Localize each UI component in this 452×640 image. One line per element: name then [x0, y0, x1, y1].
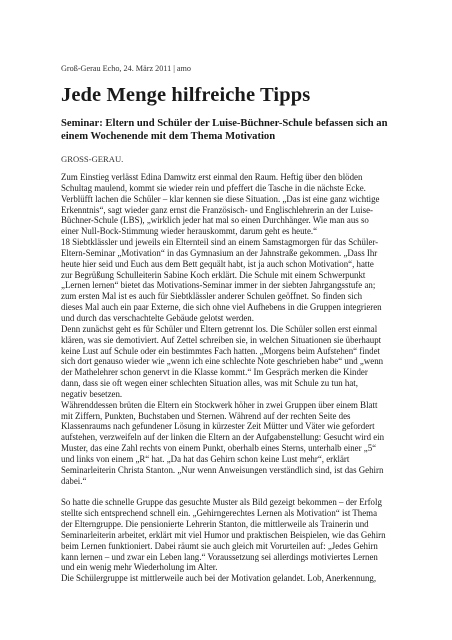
paragraph-gap — [61, 486, 433, 497]
body-line: Verblüfft lachen die Schüler – klar kennen sie diese Situation. „Das ist eine ganz wichtige — [61, 193, 380, 204]
body-line: So hatte die schnelle Gruppe das gesuchte Muster als Bild gezeigt bekommen – der Erfolg — [61, 497, 382, 508]
body-line: und links von einem „R“ hat. „Da hat das Gehirn schon keine Lust mehr“, erklärt — [61, 453, 350, 464]
body-line: zur Begrüßung Schulleiterin Sabine Koch erklärt. Die Schule mit einem Schwerpunkt — [61, 269, 366, 280]
body-line: aufstehen, verzweifeln auf der linken die Eltern an der Aufgabenstellung: Gesucht wird ein — [61, 432, 385, 443]
body-line: beim Lernen funktioniert. Dabei räumt sie auch gleich mit Vorurteilen auf: „Jedes Gehirn — [61, 540, 378, 551]
body-line: negativ besetzen. — [61, 388, 123, 399]
paragraph-2 — [61, 497, 433, 584]
body-line: keine Lust auf Schule oder ein bestimmtes Fach hatten. „Morgens beim Aufstehen“ findet — [61, 345, 381, 356]
body-line: Zum Einstieg verlässt Edina Damwitz erst einmal den Raum. Heftig über den blöden — [61, 172, 363, 182]
body-line: Eltern-Seminar „Motivation“ in das Gymnasium an der Jahnstraße gekommen. „Dass Ihr — [61, 247, 378, 258]
body-line: einer Null-Bock-Stimmung wieder herauskommt, darum geht es heute.“ — [61, 226, 318, 237]
body-line: Erkenntnis“, sagt wieder ganz ernst die Französisch- und Englischlehrerin an der Luise- — [61, 204, 374, 215]
body-line: Seminarleiterin Christa Stanton. „Nur wenn Anweisungen verständlich sind, ist das Gehirn — [61, 464, 384, 475]
subhead-line: Seminar: Eltern und Schüler der Luise-Büchner-Schule befassen sich an — [61, 118, 388, 129]
body-line: stellte sich entsprechend schnell ein. „Gehirngerechtes Lernen als Motivation“ ist Thema — [61, 508, 378, 519]
paragraph-1 — [61, 172, 433, 486]
body-line: dann, dass sie oft wegen einer schlechten Situation alles, was mit Schule zu tun hat, — [61, 378, 358, 389]
article-body — [61, 172, 433, 584]
body-line: 18 Siebtklässler und jeweils ein Elternteil sind an einem Samstagmorgen für das Schüler- — [61, 237, 379, 248]
headline: Jede Menge hilfreiche Tipps — [61, 84, 311, 106]
body-line: Schultag maulend, kommt sie wieder rein und pfeffert die Tasche in die nächste Ecke. — [61, 182, 366, 193]
body-line: Muster, das eine Zahl rechts von einem Punkt, oberhalb eines Sterns, unterhalb einer „5“ — [61, 443, 377, 454]
body-line: dabei.“ — [61, 475, 87, 486]
body-line: dieses Mal auch ein paar Externe, die sich ohne viel Aufhebens in die Gruppen integrieren — [61, 302, 382, 313]
subheadline — [61, 118, 433, 143]
body-line: sich dort genauso wieder wie „wenn ich eine schlechte Note geschrieben habe“ und „wenn — [61, 356, 384, 367]
body-line: der Mathelehrer schon genervt in die Klasse kommt.“ Im Gespräch merken die Kinder — [61, 367, 368, 378]
body-line: Währenddessen brüten die Eltern ein Stockwerk höher in zwei Gruppen über einem Blatt — [61, 399, 378, 410]
body-line: mit Ziffern, Punkten, Buchstaben und Sternen. Während auf der rechten Seite des — [61, 410, 351, 421]
body-line: klären, was sie demotiviert. Auf Zettel schreiben sie, in welchen Situationen sie überhaupt — [61, 334, 382, 345]
body-line: Büchner-Schule (LBS), „wirklich jeder hat mal so einen Durchhänger. Wie man aus so — [61, 215, 369, 226]
subhead-line: einem Wochenende mit dem Thema Motivation — [61, 130, 276, 142]
body-line: kann lernen – und zwar ein Leben lang.“ Voraussetzung sei allerdings motiviertes Lernen — [61, 551, 378, 562]
body-line: Die Schülergruppe ist mittlerweile auch bei der Motivation gelandet. Lob, Anerkennung, — [61, 573, 377, 584]
source-line: Groß-Gerau Echo, 24. März 2011 | amo — [61, 64, 192, 73]
body-line: und durch das verschachtelte Gebäude gelotst werden. — [61, 312, 254, 323]
body-line: Klassenraums nach gefundener Lösung in kürzester Zeit Mütter und Väter wie gefordert — [61, 421, 375, 432]
body-line: heute hier seid und Euch aus dem Bett gequält habt, ist ja auch schon Motivation“, hatte — [61, 258, 374, 269]
body-line: „Lernen lernen“ bietet das Motivations-Seminar immer in der siebten Jahrgangsstufe an; — [61, 280, 376, 291]
body-line: Seminarleiterin arbeitet, erklärt mit viel Humor und praktischen Beispielen, wie das Gehirn — [61, 529, 386, 540]
body-line: und ein wenig mehr Wiederholung im Alter. — [61, 562, 218, 573]
body-line: Denn zunächst geht es für Schüler und Eltern getrennt los. Die Schüler sollen erst einmal — [61, 323, 378, 334]
body-line: zum ersten Mal ist es auch für Siebtklässler anderer Schulen geöffnet. So finden sich — [61, 291, 363, 302]
dateline: GROSS-GERAU. — [61, 154, 124, 164]
body-line: der Elterngruppe. Die pensionierte Lehrerin Stanton, die mittlerweile als Trainerin und — [61, 519, 369, 529]
